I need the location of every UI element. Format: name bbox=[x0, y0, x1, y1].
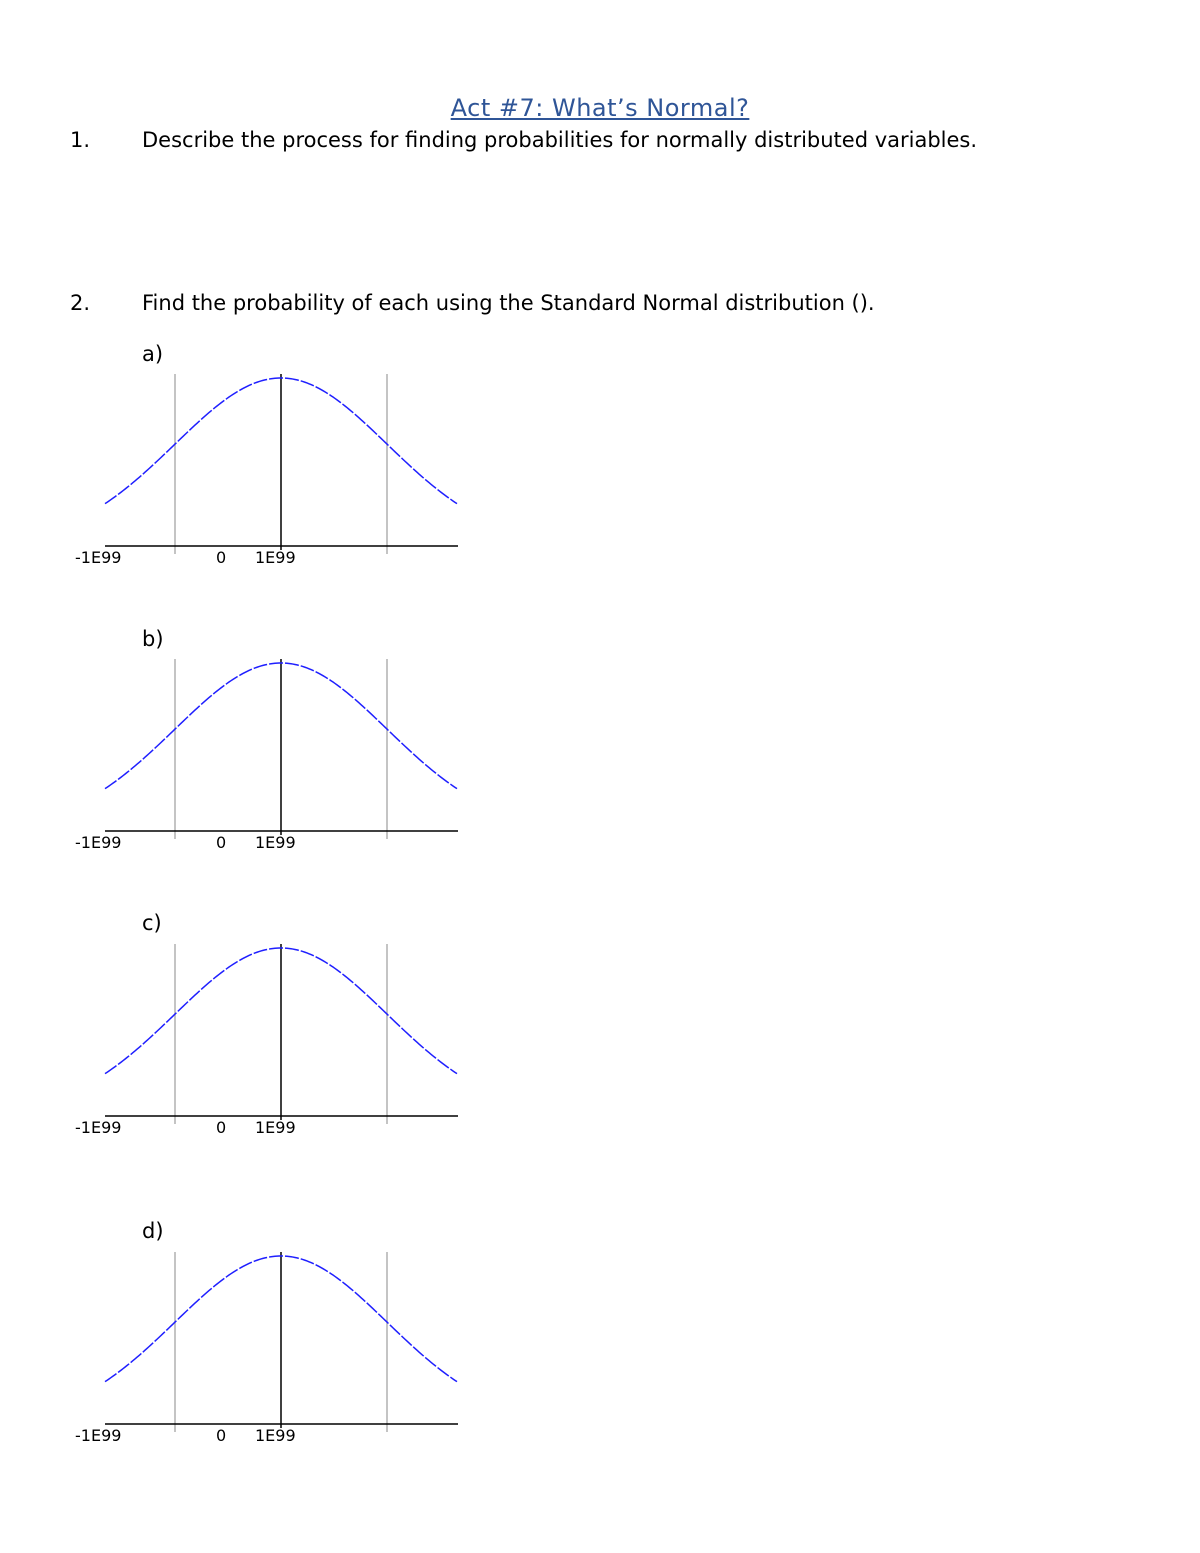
tick-label-left: -1E99 bbox=[75, 833, 122, 852]
question-2-number: 2. bbox=[70, 291, 91, 315]
tick-label-left: -1E99 bbox=[75, 1426, 122, 1445]
question-2-text: Find the probability of each using the Standard Normal distribution (). bbox=[142, 291, 875, 315]
normal-curve-b bbox=[0, 655, 520, 855]
part-c-label: c) bbox=[142, 911, 162, 935]
tick-label-left: -1E99 bbox=[75, 1118, 122, 1137]
normal-curve-graphic bbox=[0, 940, 520, 1140]
part-a-label: a) bbox=[142, 342, 164, 366]
tick-label-mid: 0 bbox=[216, 833, 227, 852]
normal-curve-d bbox=[0, 1248, 520, 1448]
tick-label-mid: 0 bbox=[216, 548, 227, 567]
normal-curve-c bbox=[0, 940, 520, 1140]
normal-curve-graphic bbox=[0, 370, 520, 570]
normal-curve-graphic bbox=[0, 655, 520, 855]
page-title: Act #7: What’s Normal? bbox=[450, 94, 750, 122]
tick-label-right: 1E99 bbox=[255, 1426, 296, 1445]
part-b-label: b) bbox=[142, 627, 164, 651]
normal-curve-a bbox=[0, 370, 520, 570]
tick-label-mid: 0 bbox=[216, 1118, 227, 1137]
tick-label-right: 1E99 bbox=[255, 1118, 296, 1137]
tick-label-right: 1E99 bbox=[255, 548, 296, 567]
normal-curve-graphic bbox=[0, 1248, 520, 1448]
question-1-text: Describe the process for finding probabilities for normally distributed variables. bbox=[142, 128, 978, 152]
tick-label-mid: 0 bbox=[216, 1426, 227, 1445]
tick-label-left: -1E99 bbox=[75, 548, 122, 567]
tick-label-right: 1E99 bbox=[255, 833, 296, 852]
part-d-label: d) bbox=[142, 1219, 164, 1243]
question-1-number: 1. bbox=[70, 128, 91, 152]
